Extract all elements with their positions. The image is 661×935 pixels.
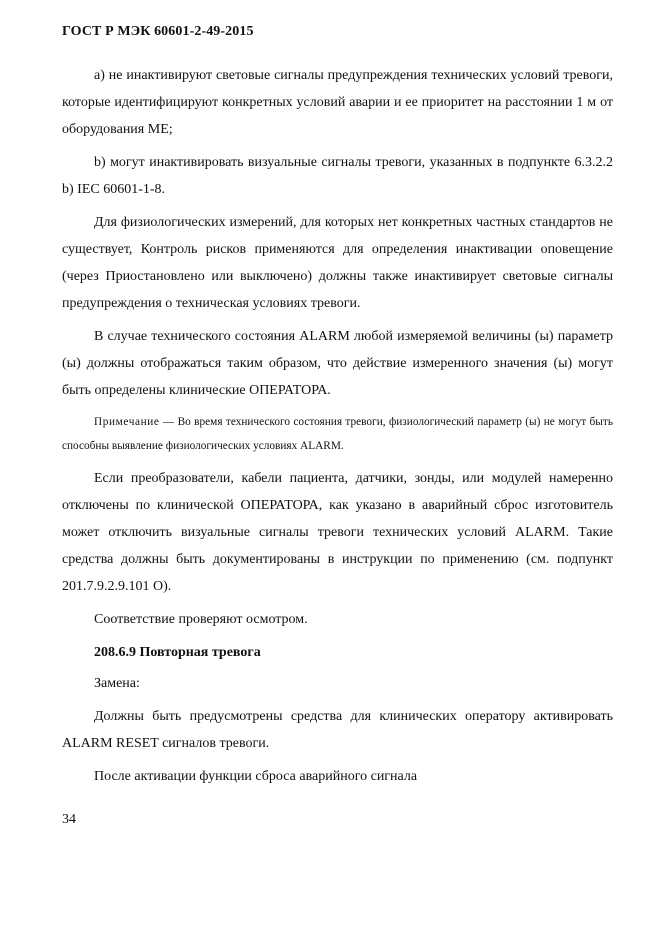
paragraph-technical-alarm: В случае технического состояния ALARM любой измеряемой величины (ы) параметр (ы) должны отображаться таким образом, что действие измеренного значения (ы) могут быть определены клинические ОПЕРАТОРА.: [62, 329, 613, 398]
document-body: [62, 62, 613, 796]
note-label: Примечание: [94, 416, 160, 428]
paragraph-compliance: Соответствие проверяют осмотром.: [94, 612, 308, 627]
paragraph-replacement: Замена:: [94, 676, 140, 691]
note-text: — Во время технического состояния тревоги, физиологический параметр (ы) не могут быть способны выявление физиологических условиях ALARM.: [62, 416, 613, 452]
paragraph-after-activation: После активации функции сброса аварийного сигнала: [94, 769, 418, 784]
page-number: 34: [62, 812, 76, 827]
list-item-a: а) не инактивируют световые сигналы предупреждения технических условий тревоги, которые идентифицируют конкретных условий аварии и ее приоритет на расстоянии 1 м от оборудования ME;: [62, 68, 613, 137]
note: [62, 410, 613, 458]
paragraph-transducers: Если преобразователи, кабели пациента, датчики, зонды, или модулей намеренно отключены по клинической ОПЕРАТОРА, как указано в аварийный сброс изготовитель может отключить визуальные сигналы тревоги технических условий ALARM. Такие средства должны быть документированы в инструкции по применению (см. подпункт 201.7.9.2.9.101 О).: [62, 471, 613, 594]
list-item-b: b) могут инактивировать визуальные сигналы тревоги, указанных в подпункте 6.3.2.2 b) IEC 60601-1-8.: [62, 155, 613, 197]
paragraph-physiological: Для физиологических измерений, для которых нет конкретных частных стандартов не существует, Контроль рисков применяются для определения инактивации оповещение (через Приостановлено или выключено) должны также инактивирует световые сигналы предупреждения о техническая условиях тревоги.: [62, 215, 613, 311]
document-header: ГОСТ Р МЭК 60601-2-49-2015: [62, 24, 254, 39]
section-heading: 208.6.9 Повторная тревога: [94, 645, 261, 660]
paragraph-alarm-reset: Должны быть предусмотрены средства для клинических оператору активировать ALARM RESET сигналов тревоги.: [62, 709, 613, 751]
